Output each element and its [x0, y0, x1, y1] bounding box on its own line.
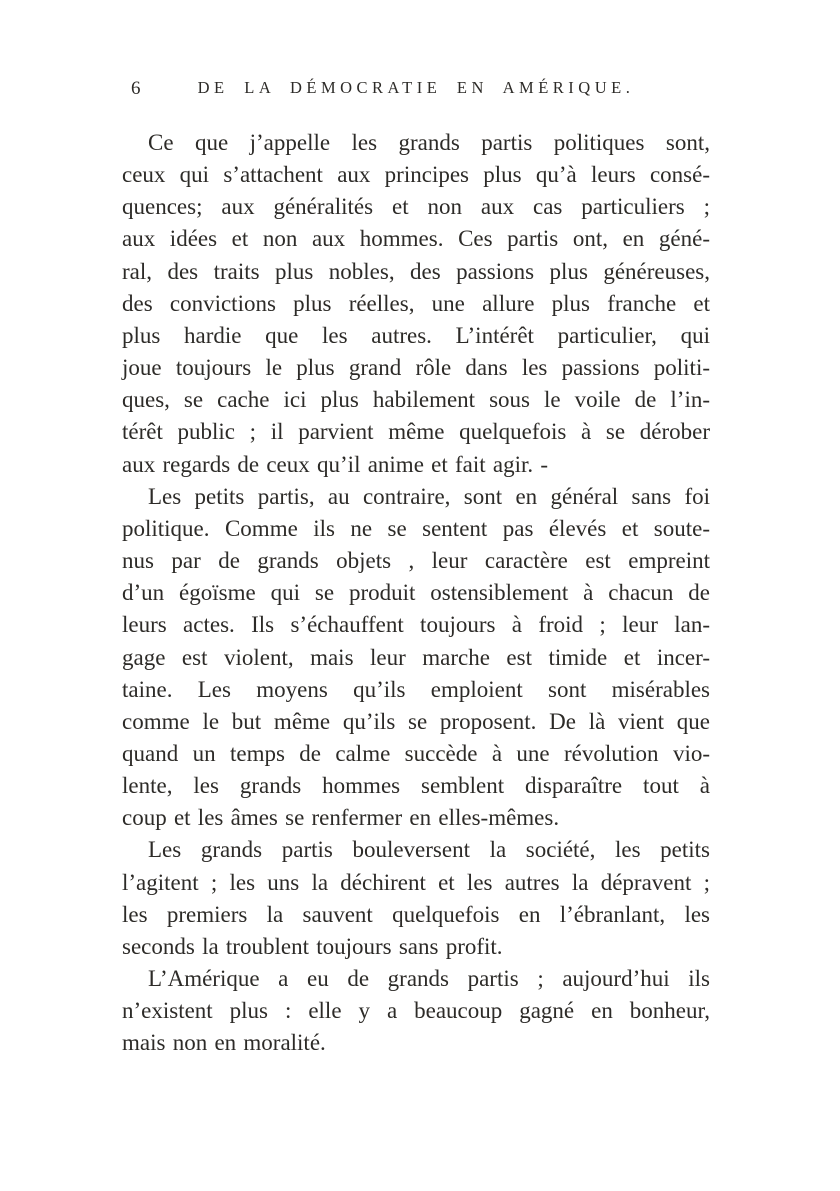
text-line: n’existent plus : elle y a beaucoup gagné en bonheur, — [122, 998, 710, 1024]
text-line: quand un temps de calme succède à une révolution vio- — [122, 740, 710, 766]
text-line: ceux qui s’attachent aux principes plus qu’à leurs consé- — [122, 162, 710, 188]
text-line: Les grands partis bouleversent la société, les petits — [148, 837, 710, 863]
text-line: les premiers la sauvent quelquefois en l’ébranlant, les — [122, 901, 710, 927]
text-line: taine. Les moyens qu’ils emploient sont misérables — [122, 676, 710, 702]
paragraph — [122, 963, 710, 1059]
text-line: politique. Comme ils ne se sentent pas élevés et soute- — [122, 515, 710, 541]
text-line: des convictions plus réelles, une allure plus franche et — [122, 290, 710, 316]
text-line: d’un égoïsme qui se produit ostensiblement à chacun de — [122, 580, 710, 606]
text-line: joue toujours le plus grand rôle dans les passions politi- — [122, 355, 710, 381]
paragraph — [122, 127, 710, 481]
text-line: ques, se cache ici plus habilement sous le voile de l’in- — [122, 387, 710, 413]
paragraph — [122, 481, 710, 835]
text-line: leurs actes. Ils s’échauffent toujours à froid ; leur lan- — [122, 612, 710, 638]
text-line: aux regards de ceux qu’il anime et fait agir. - — [122, 451, 549, 477]
text-line: térêt public ; il parvient même quelquefois à se dérober — [122, 419, 710, 445]
text-block — [122, 127, 710, 1060]
text-line: gage est violent, mais leur marche est timide et incer- — [122, 644, 710, 670]
text-line: quences; aux généralités et non aux cas particuliers ; — [122, 194, 710, 220]
text-line: Ce que j’appelle les grands partis politiques sont, — [148, 130, 710, 155]
text-line: l’agitent ; les uns la déchirent et les autres la dépravent ; — [122, 869, 710, 895]
text-line: comme le but même qu’ils se proposent. De là vient que — [122, 708, 710, 734]
text-line: mais non en moralité. — [122, 1030, 326, 1056]
text-line: L’Amérique a eu de grands partis ; aujourd’hui ils — [148, 966, 710, 992]
text-line: lente, les grands hommes semblent disparaître tout à — [122, 773, 710, 799]
page-number: 6 — [131, 78, 142, 99]
text-line: plus hardie que les autres. L’intérêt particulier, qui — [122, 322, 710, 348]
text-line: Les petits partis, au contraire, sont en général sans foi — [148, 483, 710, 509]
text-line: aux idées et non aux hommes. Ces partis ont, en géné- — [122, 226, 710, 252]
text-line: ral, des traits plus nobles, des passions plus généreuses, — [122, 258, 710, 284]
running-header — [122, 76, 710, 102]
paragraph — [122, 834, 710, 963]
text-line: coup et les âmes se renfermer en elles-mêmes. — [122, 805, 560, 831]
text-line: seconds la troublent toujours sans profit. — [122, 933, 503, 959]
text-line: nus par de grands objets , leur caractère est empreint — [122, 548, 710, 574]
running-header-title: DE LA DÉMOCRATIE EN AMÉRIQUE. — [197, 78, 635, 97]
